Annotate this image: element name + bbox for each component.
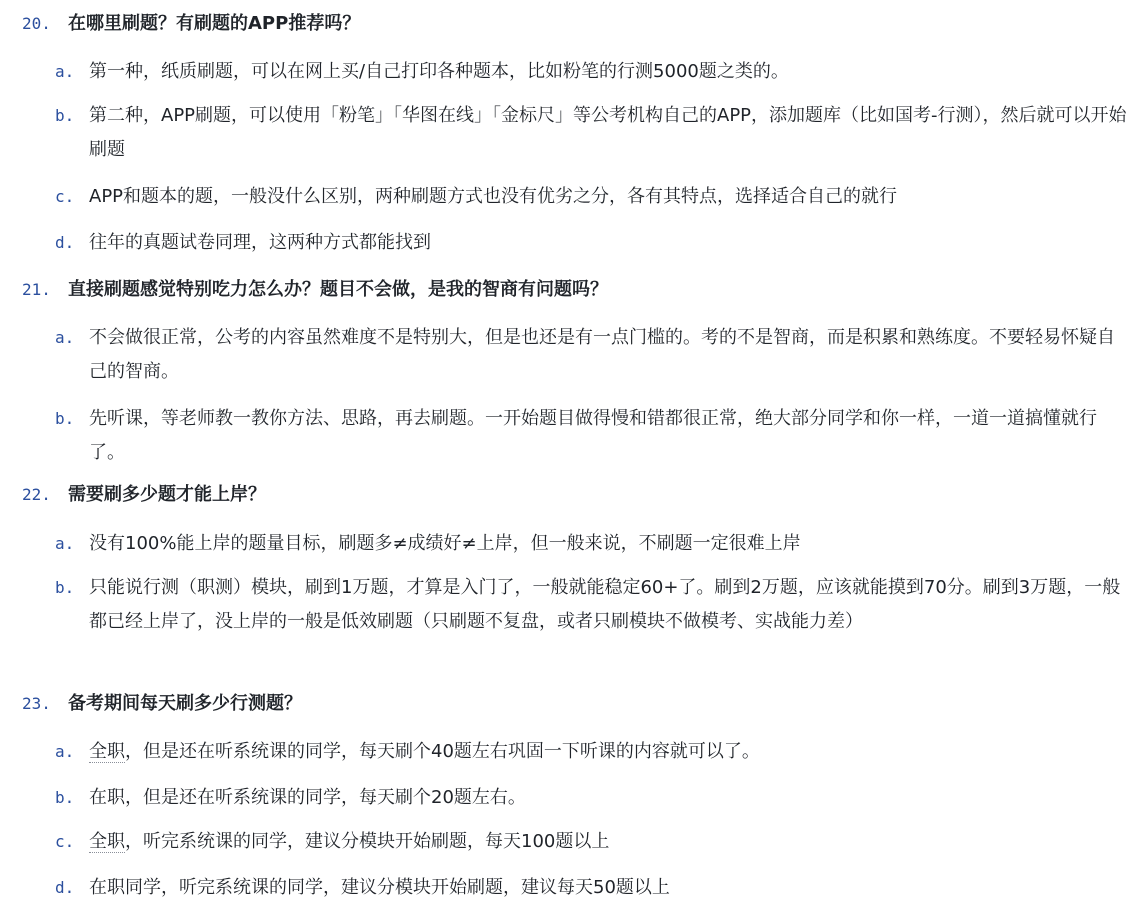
answer-letter: c. bbox=[55, 187, 75, 206]
question-23 bbox=[22, 690, 302, 718]
answer-text: 往年的真题试卷同理，这两种方式都能找到 bbox=[89, 232, 431, 253]
answer-21a bbox=[55, 321, 1127, 389]
answer-20c bbox=[55, 180, 1127, 214]
question-number: 23. bbox=[22, 694, 51, 713]
answer-21b bbox=[55, 402, 1127, 470]
answer-letter: a. bbox=[55, 328, 75, 347]
answer-text: 只能说行测（职测）模块，刷到1万题，才算是入门了，一般就能稳定60+了。刷到2万题，应该就能摸到70分。刷到3万题，一般都已经上岸了，没上岸的一般是低效刷题（只刷题不复盘，或者只刷模块不做模考、实战能力差） bbox=[89, 577, 1121, 632]
question-text: 在哪里刷题？有刷题的APP推荐吗？ bbox=[68, 13, 361, 34]
answer-text: 没有100%能上岸的题量目标，刷题多≠成绩好≠上岸，但一般来说，不刷题一定很难上岸 bbox=[89, 533, 801, 554]
question-22 bbox=[22, 481, 266, 509]
question-text: 直接刷题感觉特别吃力怎么办？题目不会做，是我的智商有问题吗？ bbox=[68, 279, 608, 300]
question-number: 21. bbox=[22, 280, 51, 299]
answer-text: 不会做很正常，公考的内容虽然难度不是特别大，但是也还是有一点门槛的。考的不是智商，而是积累和熟练度。不要轻易怀疑自己的智商。 bbox=[89, 327, 1115, 382]
answer-letter: d. bbox=[55, 233, 75, 252]
answer-23b bbox=[55, 781, 1127, 815]
answer-22b bbox=[55, 571, 1127, 639]
question-20 bbox=[22, 10, 360, 38]
question-text: 备考期间每天刷多少行测题？ bbox=[68, 693, 302, 714]
answer-letter: b. bbox=[55, 788, 75, 807]
term-fulltime: 全职 bbox=[89, 831, 125, 852]
question-number: 22. bbox=[22, 485, 51, 504]
answer-text-rest: ，听完系统课的同学，建议分模块开始刷题，每天100题以上 bbox=[125, 831, 610, 852]
answer-20b bbox=[55, 99, 1127, 167]
answer-letter: b. bbox=[55, 106, 75, 125]
answer-23a bbox=[55, 735, 1127, 769]
answer-text: 在职同学，听完系统课的同学，建议分模块开始刷题，建议每天50题以上 bbox=[89, 877, 670, 898]
answer-text-rest: ，但是还在听系统课的同学，每天刷个40题左右巩固一下听课的内容就可以了。 bbox=[125, 741, 760, 762]
answer-20d bbox=[55, 226, 1127, 260]
answer-text: 先听课，等老师教一教你方法、思路，再去刷题。一开始题目做得慢和错都很正常，绝大部分同学和你一样，一道一道搞懂就行了。 bbox=[89, 408, 1097, 463]
answer-letter: b. bbox=[55, 578, 75, 597]
answer-text: APP和题本的题，一般没什么区别，两种刷题方式也没有优劣之分，各有其特点，选择适合自己的就行 bbox=[89, 186, 898, 207]
answer-letter: c. bbox=[55, 832, 75, 851]
answer-23c bbox=[55, 825, 1127, 859]
answer-22a bbox=[55, 527, 1127, 561]
answer-text bbox=[89, 735, 1127, 769]
answer-letter: b. bbox=[55, 409, 75, 428]
answer-23d bbox=[55, 871, 1127, 905]
answer-text: 第一种，纸质刷题，可以在网上买/自己打印各种题本，比如粉笔的行测5000题之类的。 bbox=[89, 61, 789, 82]
term-fulltime: 全职 bbox=[89, 741, 125, 762]
answer-text: 在职，但是还在听系统课的同学，每天刷个20题左右。 bbox=[89, 787, 526, 808]
question-21 bbox=[22, 276, 608, 304]
answer-text bbox=[89, 825, 1127, 859]
answer-letter: a. bbox=[55, 742, 75, 761]
question-number: 20. bbox=[22, 14, 51, 33]
answer-20a bbox=[55, 55, 1127, 89]
answer-letter: a. bbox=[55, 534, 75, 553]
answer-letter: a. bbox=[55, 62, 75, 81]
answer-text: 第二种，APP刷题，可以使用「粉笔」「华图在线」「金标尺」等公考机构自己的APP，添加题库（比如国考-行测），然后就可以开始刷题 bbox=[89, 105, 1127, 160]
question-text: 需要刷多少题才能上岸？ bbox=[68, 484, 266, 505]
answer-letter: d. bbox=[55, 878, 75, 897]
